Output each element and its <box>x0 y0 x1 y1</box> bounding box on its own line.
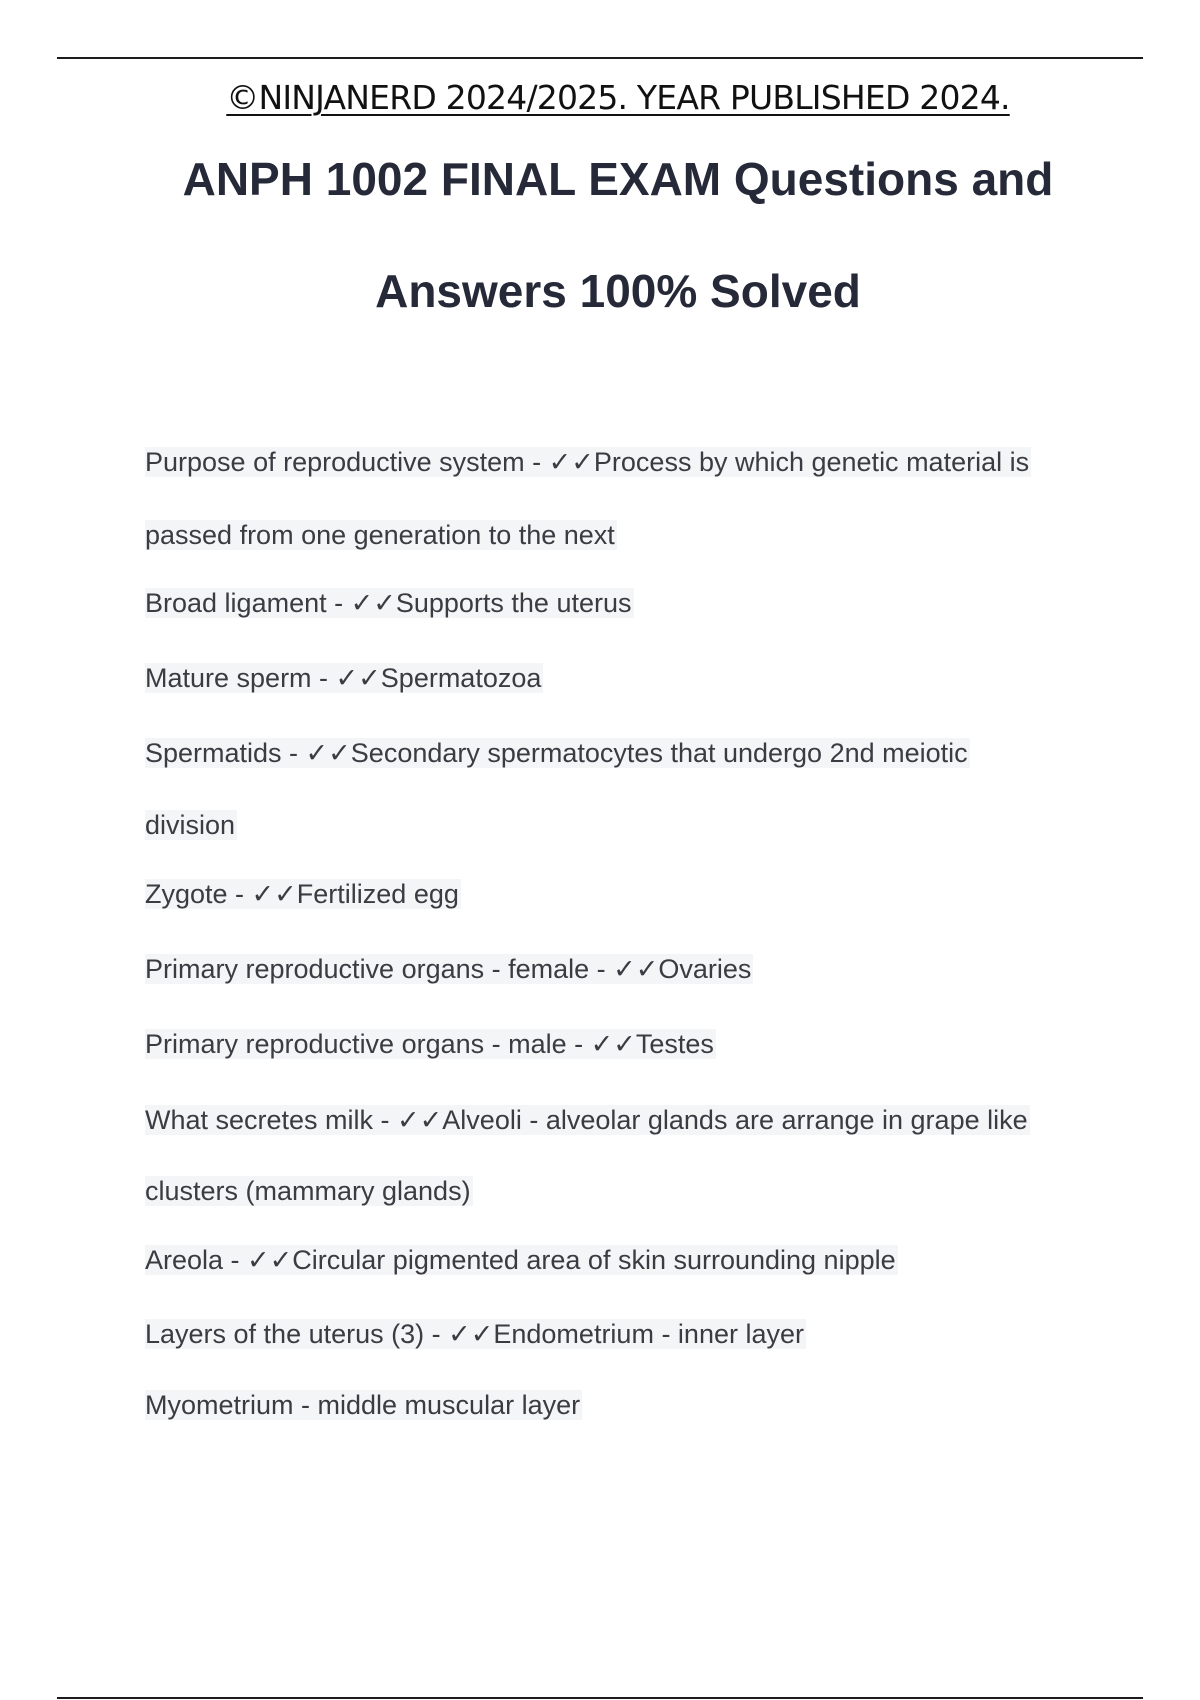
qa-text: Spermatids - ✓✓Secondary spermatocytes that undergo 2nd meiotic <box>145 738 968 768</box>
qa-text: division <box>145 810 236 840</box>
qa-text: Zygote - ✓✓Fertilized egg <box>145 879 459 909</box>
qa-line <box>145 735 970 771</box>
copyright-header <box>0 78 1200 117</box>
qa-text: What secretes milk - ✓✓Alveoli - alveolar glands are arrange in grape like <box>145 1105 1028 1135</box>
qa-line <box>145 517 617 553</box>
qa-line <box>145 1387 582 1423</box>
qa-text: Myometrium - middle muscular layer <box>145 1390 581 1420</box>
qa-line <box>145 807 237 843</box>
qa-text: Areola - ✓✓Circular pigmented area of skin surrounding nipple <box>145 1245 896 1275</box>
qa-line <box>145 1242 898 1278</box>
qa-text: Layers of the uterus (3) - ✓✓Endometrium - inner layer <box>145 1319 804 1349</box>
qa-text: Purpose of reproductive system - ✓✓Process by which genetic material is <box>145 447 1030 477</box>
bottom-rule <box>57 1697 1143 1699</box>
qa-text: Mature sperm - ✓✓Spermatozoa <box>145 663 542 693</box>
qa-text: passed from one generation to the next <box>145 520 615 550</box>
qa-line <box>145 444 1031 480</box>
qa-line <box>145 1173 473 1209</box>
qa-line <box>145 585 634 621</box>
qa-line <box>145 1316 806 1352</box>
qa-line <box>145 876 461 912</box>
qa-line <box>145 1102 1030 1138</box>
copyright-text: ©NINJANERD 2024/2025. YEAR PUBLISHED 2024. <box>226 78 1010 117</box>
document-title-line-2: Answers 100% Solved <box>375 265 861 317</box>
top-rule <box>57 57 1143 59</box>
qa-text: Primary reproductive organs - male - ✓✓Testes <box>145 1029 714 1059</box>
qa-line <box>145 660 543 696</box>
document-title-line-1: ANPH 1002 FINAL EXAM Questions and <box>182 153 1054 205</box>
qa-line <box>145 1026 716 1062</box>
qa-line <box>145 951 753 987</box>
qa-text: Broad ligament - ✓✓Supports the uterus <box>145 588 632 618</box>
qa-text: clusters (mammary glands) <box>145 1176 471 1206</box>
qa-text: Primary reproductive organs - female - ✓✓Ovaries <box>145 954 752 984</box>
